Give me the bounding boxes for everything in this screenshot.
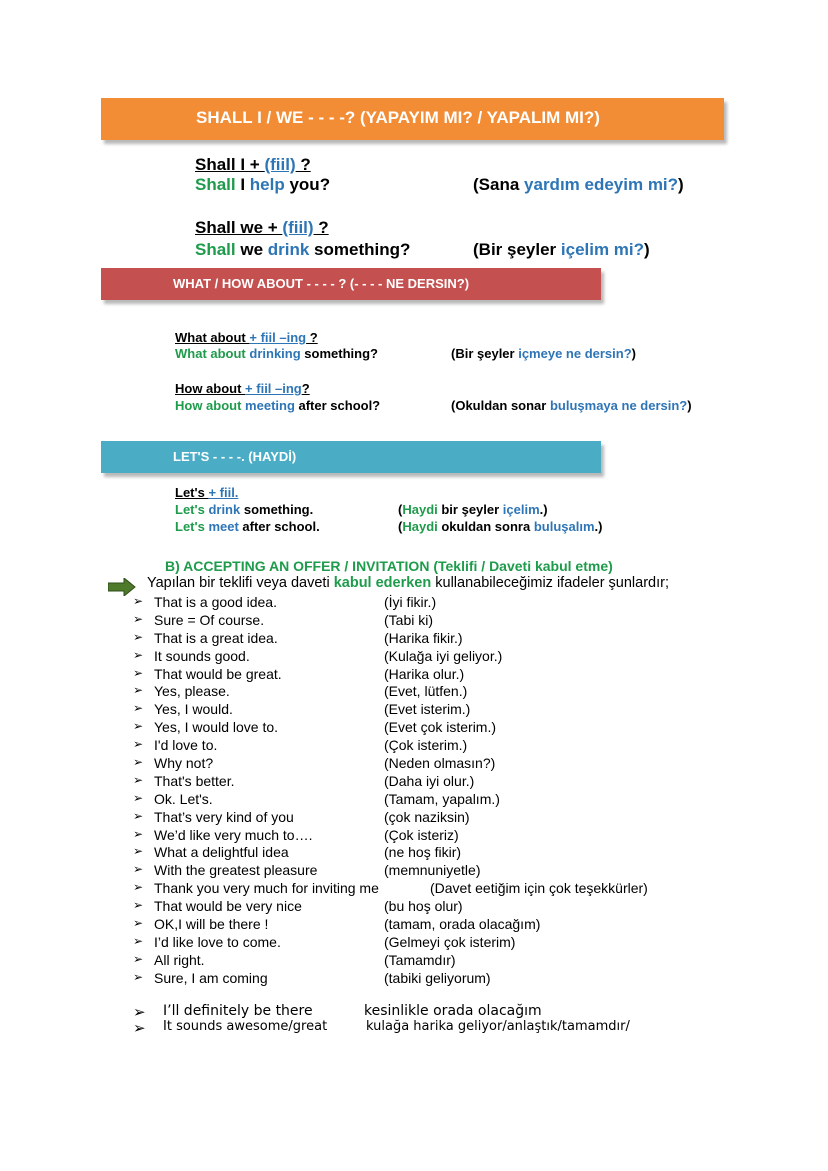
- phrase-tr: (bu hoş olur): [384, 898, 463, 915]
- how-tr-b: buluşmaya: [549, 398, 618, 413]
- what-ex-c: something?: [300, 346, 378, 361]
- shall-i-translation: [473, 175, 684, 195]
- bullet-arrow-icon: ➢: [133, 719, 144, 734]
- what-tr-e: ): [631, 346, 637, 361]
- shall-i-formula-b: (fiil): [264, 155, 296, 174]
- phrase-en: Ok. Let's.: [154, 790, 213, 807]
- phrase-tr: (Kulağa iyi geliyor.): [384, 647, 503, 664]
- lets-example-2: [175, 519, 320, 534]
- list-item: [133, 701, 793, 719]
- list-item: [133, 612, 793, 630]
- phrase-tr: (Harika olur.): [384, 665, 465, 682]
- lets-header: LET'S - - - -. (HAYDİ): [101, 441, 601, 473]
- phrase-en: I’d like love to come.: [154, 933, 281, 950]
- extra-en-1: I’ll definitely be there: [163, 1003, 313, 1019]
- phrase-tr: (tamam, orada olacağım): [384, 916, 541, 933]
- phrase-tr: (Tamam, yapalım.): [384, 790, 500, 807]
- accepting-intro: [147, 575, 669, 591]
- what-tr-b: içmeye: [518, 346, 563, 361]
- what-ex-b: drinking: [249, 346, 301, 361]
- bullet-arrow-icon: ➢: [133, 933, 144, 948]
- phrase-tr: (ne hoş fikir): [384, 844, 462, 861]
- bullet-arrow-icon: ➢: [133, 951, 144, 966]
- phrase-en: That's better.: [154, 772, 235, 789]
- lets-ex2-tr-b: Haydi: [402, 519, 438, 534]
- phrase-tr: (çok naziksin): [384, 808, 470, 825]
- phrase-tr: (Tabi ki): [384, 611, 434, 628]
- bullet-arrow-icon: ➢: [133, 737, 144, 752]
- phrase-tr: (İyi fikir.): [384, 594, 437, 610]
- phrase-en: Yes, please.: [154, 683, 230, 700]
- list-item: [133, 791, 793, 809]
- list-item: [133, 827, 793, 845]
- phrase-en: Why not?: [154, 755, 214, 772]
- lets-ex2-b: meet: [208, 519, 239, 534]
- accepting-title: B) ACCEPTING AN OFFER / INVITATION (Teklifi / Daveti kabul etme): [165, 558, 613, 574]
- what-formula: [175, 330, 318, 345]
- what-ex-a: What about: [175, 346, 250, 361]
- shall-we-translation: [473, 240, 650, 260]
- how-ex-c: after school?: [294, 398, 381, 413]
- bullet-arrow-icon: ➢: [133, 1003, 146, 1021]
- how-formula-c: ?: [301, 381, 310, 396]
- lets-ex1-c: something.: [240, 502, 314, 517]
- phrase-en: We’d like very much to….: [154, 826, 313, 843]
- phrase-en: That would be great.: [154, 665, 282, 682]
- shall-header: SHALL I / WE - - - -? (YAPAYIM MI? / YAPALIM MI?): [101, 98, 724, 140]
- shall-we-tr-c: ): [644, 240, 650, 259]
- lets-ex2-tr-c: okuldan sonra: [437, 519, 534, 534]
- bullet-arrow-icon: ➢: [133, 844, 144, 859]
- how-translation: [451, 398, 692, 413]
- bullet-arrow-icon: ➢: [133, 611, 144, 626]
- what-example: [175, 346, 378, 361]
- shall-we-formula: [195, 218, 329, 238]
- phrase-tr: (Evet çok isterim.): [384, 719, 497, 736]
- lets-ex2-tr-d: buluşalım: [533, 519, 595, 534]
- bullet-arrow-icon: ➢: [133, 1019, 146, 1037]
- phrase-en: Thank you very much for inviting me: [154, 880, 379, 897]
- shall-we-formula-a: Shall we +: [195, 218, 283, 237]
- bullet-arrow-icon: ➢: [133, 683, 144, 698]
- shall-i-formula-a: Shall I +: [195, 155, 265, 174]
- how-formula-a: How about: [175, 381, 246, 396]
- how-formula: [175, 381, 310, 396]
- shall-i-formula-c: ?: [295, 155, 311, 174]
- bullet-arrow-icon: ➢: [133, 808, 144, 823]
- bullet-arrow-icon: ➢: [133, 862, 144, 877]
- phrase-tr: (Evet isterim.): [384, 701, 471, 718]
- list-item: [133, 755, 793, 773]
- what-header: WHAT / HOW ABOUT - - - - ? (- - - - NE DERSIN?): [101, 268, 601, 300]
- phrase-en: With the greatest pleasure: [154, 862, 318, 879]
- extra-tr-1: kesinlikle orada olacağım: [364, 1003, 542, 1019]
- list-item: [133, 898, 793, 916]
- bullet-arrow-icon: ➢: [133, 594, 144, 608]
- list-item: [133, 916, 793, 934]
- list-item: [133, 594, 793, 612]
- phrase-en: OK,I will be there !: [154, 916, 269, 933]
- shall-i-ex-you: you?: [284, 175, 331, 194]
- list-item: [133, 809, 793, 827]
- lets-ex1-tr-e: .): [539, 502, 548, 517]
- shall-i-tr-b: yardım edeyim mi?: [524, 175, 679, 194]
- bullet-arrow-icon: ➢: [133, 969, 144, 984]
- phrase-tr: (Evet, lütfen.): [384, 683, 468, 700]
- shall-we-ex-drink: drink: [267, 240, 310, 259]
- lets-formula-a: Let's: [175, 485, 209, 500]
- phrase-tr: (Çok isteriz): [384, 826, 459, 843]
- phrase-tr: (Harika fikir.): [384, 629, 463, 646]
- right-arrow-icon: [108, 578, 136, 596]
- shall-i-tr-c: ): [678, 175, 684, 194]
- phrase-tr: (Davet eetiğim için çok teşekkürler): [430, 880, 648, 897]
- phrase-en: It sounds good.: [154, 647, 250, 664]
- bullet-arrow-icon: ➢: [133, 701, 144, 716]
- list-item: [133, 862, 793, 880]
- how-ex-a: How about: [175, 398, 246, 413]
- list-item: [133, 737, 793, 755]
- bullet-arrow-icon: ➢: [133, 826, 144, 841]
- lets-translation-1: [398, 502, 548, 517]
- phrase-tr: (Çok isterim.): [384, 737, 468, 754]
- list-item: [133, 844, 793, 862]
- shall-we-tr-a: (Bir şeyler: [473, 240, 561, 259]
- list-item: [133, 952, 793, 970]
- accepting-intro-b: kabul ederken: [333, 575, 432, 591]
- phrase-tr: (Neden olmasın?): [384, 755, 496, 772]
- lets-ex2-a: Let's: [175, 519, 209, 534]
- list-item: [133, 970, 793, 988]
- phrase-en: That’s very kind of you: [154, 808, 294, 825]
- list-item: [133, 773, 793, 791]
- extra-en-2: It sounds awesome/great: [163, 1019, 328, 1034]
- phrase-en: Sure = Of course.: [154, 611, 265, 628]
- phrase-tr: (Gelmeyi çok isterim): [384, 933, 516, 950]
- list-item: [133, 630, 793, 648]
- bullet-arrow-icon: ➢: [133, 916, 144, 931]
- phrase-en: That would be very nice: [154, 898, 302, 915]
- lets-ex1-b: drink: [208, 502, 241, 517]
- accepting-list: [133, 594, 793, 988]
- phrase-tr: (Daha iyi olur.): [384, 772, 475, 789]
- what-translation: [451, 346, 636, 361]
- lets-formula-b: + fiil.: [208, 485, 239, 500]
- bullet-arrow-icon: ➢: [133, 629, 144, 644]
- phrase-tr: (tabiki geliyorum): [384, 969, 491, 986]
- how-formula-b: + fiil –ing: [245, 381, 302, 396]
- lets-translation-2: [398, 519, 602, 534]
- list-item: [133, 880, 793, 898]
- phrase-en: That is a great idea.: [154, 629, 278, 646]
- shall-we-ex-we: we: [235, 240, 268, 259]
- lets-ex1-a: Let's: [175, 502, 209, 517]
- shall-we-example: [195, 240, 410, 260]
- shall-we-formula-c: ?: [313, 218, 329, 237]
- lets-ex1-tr-b: Haydi: [402, 502, 438, 517]
- shall-i-formula: [195, 155, 311, 175]
- lets-formula: [175, 485, 238, 500]
- how-tr-d: ne dersin?: [621, 398, 688, 413]
- what-tr-a: (Bir şeyler: [451, 346, 519, 361]
- list-item: [133, 683, 793, 701]
- shall-i-ex-shall: Shall: [195, 175, 236, 194]
- how-ex-b: meeting: [245, 398, 295, 413]
- what-tr-d: ne dersin?: [565, 346, 632, 361]
- bullet-arrow-icon: ➢: [133, 665, 144, 680]
- shall-i-example: [195, 175, 330, 195]
- shall-i-ex-help: help: [249, 175, 285, 194]
- phrase-en: Sure, I am coming: [154, 969, 268, 986]
- shall-we-formula-b: (fiil): [282, 218, 314, 237]
- list-item: [133, 666, 793, 684]
- shall-i-ex-i: I: [235, 175, 250, 194]
- accepting-intro-a: Yapılan bir teklifi veya daveti: [147, 575, 334, 591]
- lets-ex2-tr-a: (: [398, 519, 403, 534]
- lets-ex1-tr-c: bir şeyler: [437, 502, 503, 517]
- phrase-en: Yes, I would.: [154, 701, 233, 718]
- shall-we-ex-shall: Shall: [195, 240, 236, 259]
- phrase-tr: (memnuniyetle): [384, 862, 481, 879]
- lets-ex1-tr-a: (: [398, 502, 403, 517]
- list-item: [133, 719, 793, 737]
- bullet-arrow-icon: ➢: [133, 647, 144, 662]
- bullet-arrow-icon: ➢: [133, 755, 144, 770]
- lets-ex2-tr-e: .): [594, 519, 603, 534]
- how-tr-e: ): [687, 398, 692, 413]
- phrase-en: What a delightful idea: [154, 844, 289, 861]
- phrase-tr: (Tamamdır): [384, 951, 456, 968]
- accepting-intro-c: kullanabileceğimiz ifadeler şunlardır;: [431, 575, 669, 591]
- lets-ex1-tr-d: içelim: [502, 502, 540, 517]
- extra-tr-2: kulağa harika geliyor/anlaştık/tamamdır/: [366, 1019, 630, 1034]
- shall-we-ex-some: something?: [309, 240, 411, 259]
- bullet-arrow-icon: ➢: [133, 880, 144, 895]
- lets-ex2-c: after school.: [238, 519, 320, 534]
- what-formula-c: ?: [306, 330, 318, 345]
- phrase-en: All right.: [154, 951, 205, 968]
- phrase-en: Yes, I would love to.: [154, 719, 279, 736]
- how-example: [175, 398, 380, 413]
- list-item: [133, 648, 793, 666]
- bullet-arrow-icon: ➢: [133, 790, 144, 805]
- shall-i-tr-a: (Sana: [473, 175, 525, 194]
- what-formula-a: What about: [175, 330, 250, 345]
- list-item: [133, 934, 793, 952]
- bullet-arrow-icon: ➢: [133, 898, 144, 913]
- lets-example-1: [175, 502, 313, 517]
- what-formula-b: + fiil –ing: [249, 330, 307, 345]
- phrase-en: That is a good idea.: [154, 594, 277, 610]
- bullet-arrow-icon: ➢: [133, 772, 144, 787]
- how-tr-a: (Okuldan sonar: [451, 398, 550, 413]
- shall-we-tr-b: içelim mi?: [560, 240, 645, 259]
- phrase-en: I'd love to.: [154, 737, 218, 754]
